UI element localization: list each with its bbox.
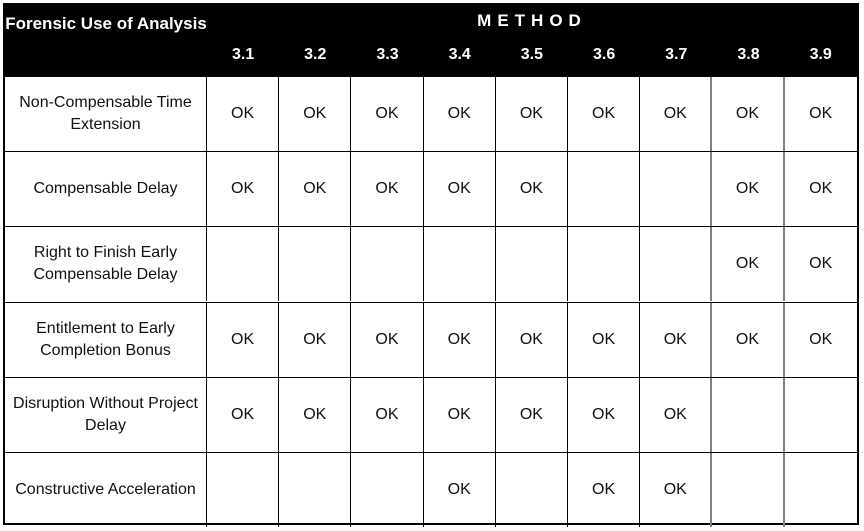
forensic-use-header: Forensic Use of Analysis bbox=[5, 14, 207, 33]
table-cell: OK bbox=[568, 77, 640, 151]
table-cell bbox=[712, 453, 784, 527]
method-column-header: 3.5 bbox=[520, 46, 544, 63]
table-cell: OK bbox=[424, 152, 496, 226]
table-row bbox=[5, 377, 857, 452]
table-cell bbox=[640, 152, 712, 226]
table-cell: OK bbox=[568, 453, 640, 527]
table-cell: OK bbox=[351, 303, 423, 377]
table-cell bbox=[351, 227, 423, 301]
table-row bbox=[5, 226, 857, 301]
table-cell: OK bbox=[279, 77, 351, 151]
table-cell: OK bbox=[568, 303, 640, 377]
table-cell: OK bbox=[351, 152, 423, 226]
method-column-header: 3.9 bbox=[809, 46, 832, 63]
table-cell: OK bbox=[712, 303, 784, 377]
row-label: Compensable Delay bbox=[5, 152, 207, 226]
table-cell: OK bbox=[207, 152, 279, 226]
table-row bbox=[5, 151, 857, 226]
table-cell: OK bbox=[279, 152, 351, 226]
table-cell bbox=[279, 453, 351, 527]
table-cell: OK bbox=[424, 77, 496, 151]
table-cell: OK bbox=[712, 227, 784, 301]
table-cell: OK bbox=[496, 378, 568, 452]
table-cell bbox=[785, 453, 857, 527]
table-cell bbox=[496, 453, 568, 527]
method-column-header: 3.1 bbox=[231, 46, 255, 63]
table-cell bbox=[785, 378, 857, 452]
table-cell: OK bbox=[279, 378, 351, 452]
row-label: Right to Finish Early Compensable Delay bbox=[5, 227, 207, 301]
table-cell: OK bbox=[424, 378, 496, 452]
method-header: METHOD bbox=[477, 11, 587, 30]
method-column-header: 3.4 bbox=[448, 46, 471, 63]
row-label: Entitlement to Early Completion Bonus bbox=[5, 303, 207, 377]
row-label: Constructive Acceleration bbox=[5, 453, 207, 527]
table-cell: OK bbox=[424, 453, 496, 527]
table-cell: OK bbox=[809, 105, 833, 122]
table-cell: OK bbox=[640, 303, 712, 377]
table-cell: OK bbox=[640, 453, 712, 527]
table-row bbox=[5, 302, 857, 377]
table-cell bbox=[279, 227, 351, 301]
table-header bbox=[5, 5, 857, 76]
table-cell bbox=[424, 227, 496, 301]
table-cell: OK bbox=[640, 77, 712, 151]
table-cell: OK bbox=[712, 152, 784, 226]
method-column-header: 3.6 bbox=[592, 46, 616, 63]
table-cell bbox=[351, 453, 423, 527]
table-cell: OK bbox=[496, 303, 568, 377]
row-label: Non-Compensable Time Extension bbox=[5, 77, 207, 151]
table-cell: OK bbox=[809, 330, 833, 348]
table-cell: OK bbox=[207, 77, 279, 151]
table-cell bbox=[568, 227, 640, 301]
method-column-header: 3.7 bbox=[665, 46, 688, 63]
table-cell: OK bbox=[279, 303, 351, 377]
table-cell: OK bbox=[809, 180, 833, 198]
table-cell: OK bbox=[424, 303, 496, 377]
method-column-header: 3.2 bbox=[304, 46, 327, 63]
table-cell: OK bbox=[496, 152, 568, 226]
method-column-header: 3.3 bbox=[376, 46, 399, 63]
table-cell: OK bbox=[809, 255, 833, 273]
row-label: Disruption Without Project Delay bbox=[5, 378, 207, 452]
table-cell: OK bbox=[496, 77, 568, 151]
forensic-methods-table bbox=[3, 3, 859, 525]
table-cell bbox=[568, 152, 640, 226]
table-cell: OK bbox=[351, 77, 423, 151]
table-row bbox=[5, 76, 857, 151]
method-column-header: 3.8 bbox=[737, 46, 760, 63]
table-row bbox=[5, 452, 857, 527]
table-cell: OK bbox=[712, 77, 784, 151]
table-cell bbox=[207, 453, 279, 527]
table-cell: OK bbox=[640, 378, 712, 452]
table-cell: OK bbox=[207, 378, 279, 452]
table-cell bbox=[640, 227, 712, 301]
table-cell: OK bbox=[568, 378, 640, 452]
table-cell bbox=[496, 227, 568, 301]
table-cell: OK bbox=[351, 378, 423, 452]
table-cell bbox=[712, 378, 784, 452]
table-cell bbox=[207, 227, 279, 301]
table-cell: OK bbox=[207, 303, 279, 377]
